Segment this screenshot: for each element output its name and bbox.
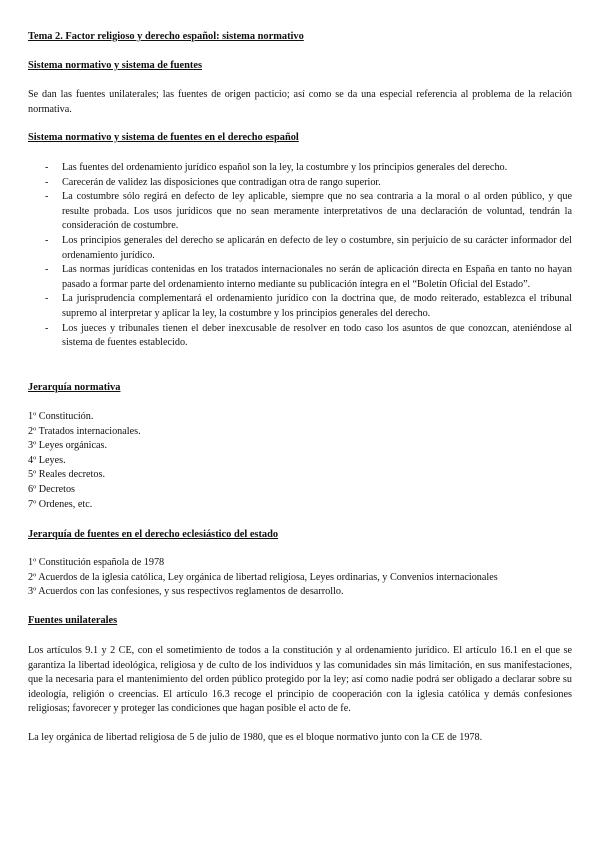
list-item-text: Las fuentes del ordenamiento jurídico español son la ley, la costumbre y los principios generales del derecho. — [62, 162, 508, 173]
list-item: 1º Constitución. — [28, 411, 94, 422]
list-item-text: Los principios generales del derecho se aplicarán en defecto de ley o costumbre, sin perjuicio de su carácter informador del ordenamiento jurídico. — [62, 234, 572, 261]
list-item: 2º Tratados internacionales. — [28, 425, 141, 437]
bullet-dash: - — [45, 322, 49, 334]
list-item — [28, 263, 572, 292]
section-heading-derecho-espanol: Sistema normativo y sistema de fuentes en el derecho español — [28, 132, 299, 143]
section-heading-jerarquia: Jerarquía normativa — [28, 382, 121, 393]
list-item: 3º Acuerdos con las confesiones, y sus respectivos reglamentos de desarrollo. — [28, 586, 344, 598]
list-item — [28, 161, 572, 176]
list-item-text: La jurisprudencia complementará el ordenamiento jurídico con la doctrina que, de modo reiterado, establezca el tribunal supremo al interpretar y aplicar la ley, la costumbre y los principios generales del derecho. — [62, 293, 572, 319]
fuentes-bullet-list — [28, 161, 572, 351]
list-item: 3º Leyes orgánicas. — [28, 440, 108, 452]
list-item — [28, 292, 572, 321]
section-heading-unilaterales: Fuentes unilaterales — [28, 615, 118, 626]
list-item-text: La costumbre sólo regirá en defecto de ley aplicable, siempre que no sea contraria a la moral o al orden público, y que resulte probada. Los usos jurídicos que no sean meramente interpretativos de una declaración de voluntad, tendrán la consideración de costumbre. — [62, 191, 572, 232]
list-item — [28, 322, 572, 351]
eclesiastico-list — [28, 556, 572, 600]
section-heading-eclesiastico: Jerarquía de fuentes en el derecho eclesiástico del estado — [28, 529, 279, 540]
section-paragraph: Se dan las fuentes unilaterales; las fuentes de origen pacticio; así como se da una especial referencia al problema de la relación normativa. — [28, 89, 572, 115]
bullet-dash: - — [45, 264, 49, 276]
bullet-dash: - — [45, 234, 49, 246]
list-item: 1º Constitución española de 1978 — [28, 557, 165, 568]
list-item: 5º Reales decretos. — [28, 469, 105, 481]
list-item — [28, 176, 572, 191]
bullet-dash: - — [45, 176, 49, 188]
list-item — [28, 234, 572, 263]
section-heading-sistema-fuentes: Sistema normativo y sistema de fuentes — [28, 60, 203, 71]
list-item-text: Las normas jurídicas contenidas en los tratados internacionales no serán de aplicación directa en España en tanto no hayan pasado a formar parte del ordenamiento interno mediante su publicación íntegra en el “Boletín Oficial del Estado”. — [62, 264, 572, 290]
bullet-dash: - — [45, 293, 49, 305]
jerarquia-list — [28, 410, 572, 512]
bullet-dash: - — [45, 191, 49, 203]
bullet-dash: - — [45, 162, 49, 173]
lolr-paragraph: La ley orgánica de libertad religiosa de 5 de julio de 1980, que es el bloque normativo junto con la CE de 1978. — [28, 732, 483, 743]
list-item-text: Carecerán de validez las disposiciones que contradigan otra de rango superior. — [62, 176, 381, 188]
list-item-text: Los jueces y tribunales tienen el deber inexcusable de resolver en todo caso los asuntos de que conozcan, ateniéndose al sistema de fuentes establecido. — [62, 322, 572, 349]
list-item: 4º Leyes. — [28, 454, 66, 466]
document-title: Tema 2. Factor religioso y derecho español: sistema normativo — [28, 31, 304, 42]
list-item — [28, 190, 572, 234]
list-item: 2º Acuerdos de la iglesia católica, Ley orgánica de libertad religiosa, Leyes ordinarias, y Convenios internacionales — [28, 571, 498, 583]
list-item: 6º Decretos — [28, 483, 76, 495]
unilaterales-paragraph: Los artículos 9.1 y 2 CE, con el sometimiento de todos a la constitución y al ordenamiento jurídico. El artículo 16.1 en el que se garantiza la libertad ideológica, religiosa y de culto de los individuos y las comunidades sin más limitación, en sus manifestaciones, que la necesaria para el mantenimiento del orden público protegido por la ley; así como nadie podrá ser obligado a declarar sobre su ideología, religión o creencias. El artículo 16.3 recoge el principio de cooperación con la iglesia católica y demás confesiones religiosas; favorecer y proteger las condiciones que hagan posible el acto de fe. — [28, 645, 572, 715]
list-item: 7º Ordenes, etc. — [28, 498, 93, 510]
